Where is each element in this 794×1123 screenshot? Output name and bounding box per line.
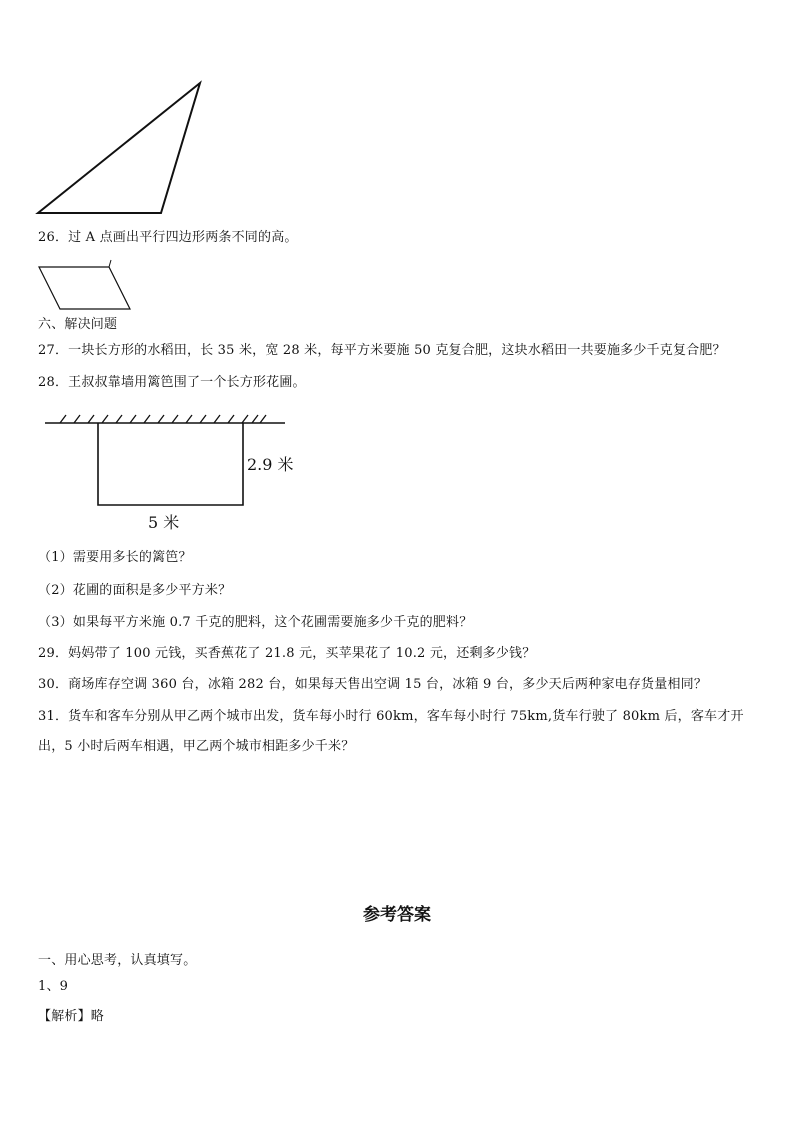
question-28: 28．王叔叔靠墙用篱笆围了一个长方形花圃。 [38,375,306,390]
answer-1: 1、9 [38,979,69,994]
width-label: 2.9 米 [247,455,294,474]
point-a-mark [109,260,111,267]
question-30: 30．商场库存空调 360 台，冰箱 282 台，如果每天售出空调 15 台，冰箱 9 台，多少天后两种家电存货量相同？ [38,677,708,692]
parallelogram-figure [34,258,134,314]
answer-1-analysis: 【解析】略 [38,1009,105,1024]
answer-section-1: 一、用心思考，认真填写。 [38,953,197,968]
answer-key-title: 参考答案 [363,905,431,925]
length-label: 5 米 [148,513,180,532]
question-28-sub-1: （1）需要用多长的篱笆？ [38,550,192,565]
question-28-sub-3: （3）如果每平方米施 0.7 千克的肥料，这个花圃需要施多少千克的肥料？ [38,615,473,630]
question-28-sub-2: （2）花圃的面积是多少平方米？ [38,583,232,598]
fence-rectangle [98,423,243,505]
question-29: 29．妈妈带了 100 元钱，买香蕉花了 21.8 元，买苹果花了 10.2 元，还剩多少钱？ [38,646,536,661]
question-27: 27．一块长方形的水稻田，长 35 米，宽 28 米，每平方米要施 50 克复合肥，这块水稻田一共要施多少千克复合肥？ [38,343,726,358]
wall [45,415,285,423]
question-26: 26．过 A 点画出平行四边形两条不同的高。 [38,230,298,245]
garden-figure [40,410,300,535]
parallelogram-shape [39,267,130,309]
question-31-line-1: 31．货车和客车分别从甲乙两个城市出发，货车每小时行 60km，客车每小时行 75km,货车行驶了 80km 后，客车才开 [38,709,744,724]
question-31-line-2: 出，5 小时后两车相遇，甲乙两个城市相距多少千米？ [38,739,355,754]
triangle-shape [38,83,200,213]
triangle-figure [30,75,210,220]
section-6-heading: 六、解决问题 [38,317,118,332]
